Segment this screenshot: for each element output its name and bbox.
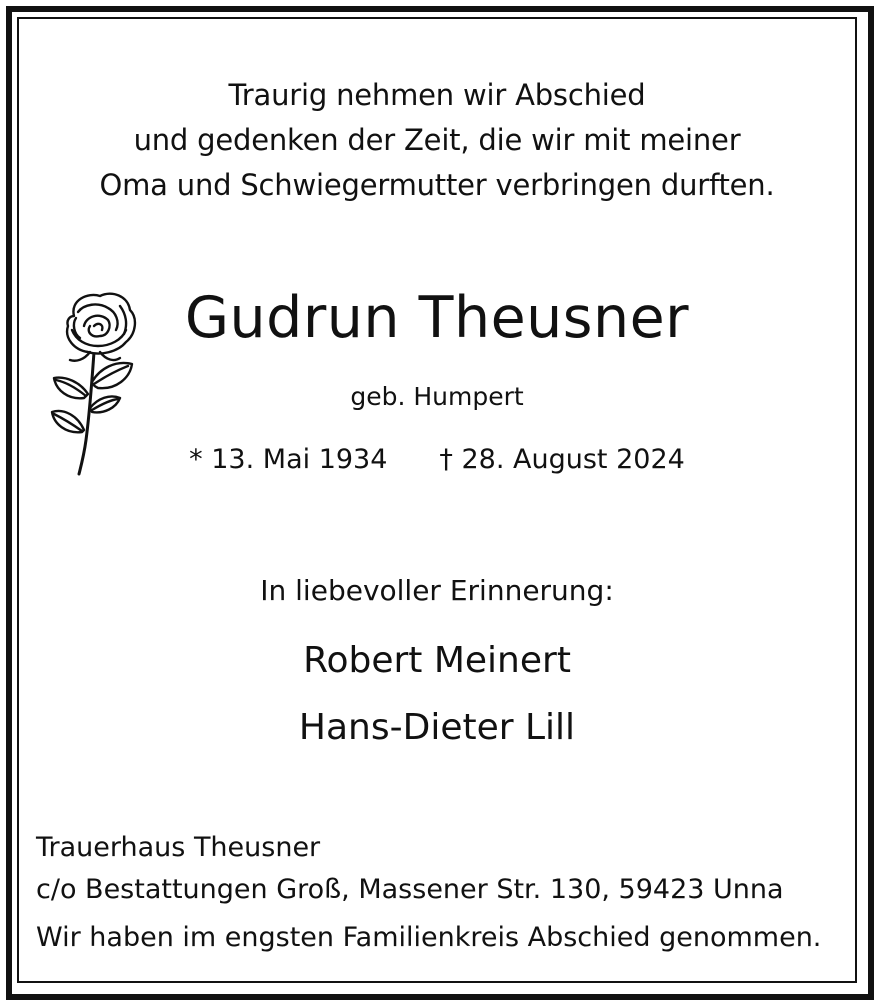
birth-date: * 13. Mai 1934 [189, 444, 388, 475]
mourner-name-2: Hans-Dieter Lill [298, 707, 576, 748]
intro-line-2: und gedenken der Zeit, die wir mit meiner [133, 123, 741, 157]
intro-line-3: Oma und Schwiegermutter verbringen durften. [99, 168, 775, 202]
closing-text: Wir haben im engsten Familienkreis Abschied genommen. [36, 922, 822, 953]
mourner-name-1: Robert Meinert [303, 640, 571, 681]
address-line-1: Trauerhaus Theusner [36, 832, 321, 863]
life-dates [0, 444, 874, 475]
memory-heading: In liebevoller Erinnerung: [260, 574, 614, 607]
address-line-2: c/o Bestattungen Groß, Massener Str. 130, 59423 Unna [36, 874, 784, 905]
maiden-name: geb. Humpert [350, 382, 524, 411]
death-date: † 28. August 2024 [439, 444, 685, 475]
intro-text [0, 73, 874, 208]
intro-line-1: Traurig nehmen wir Abschied [228, 78, 646, 112]
address-block [36, 827, 784, 911]
deceased-name: Gudrun Theusner [184, 285, 690, 351]
